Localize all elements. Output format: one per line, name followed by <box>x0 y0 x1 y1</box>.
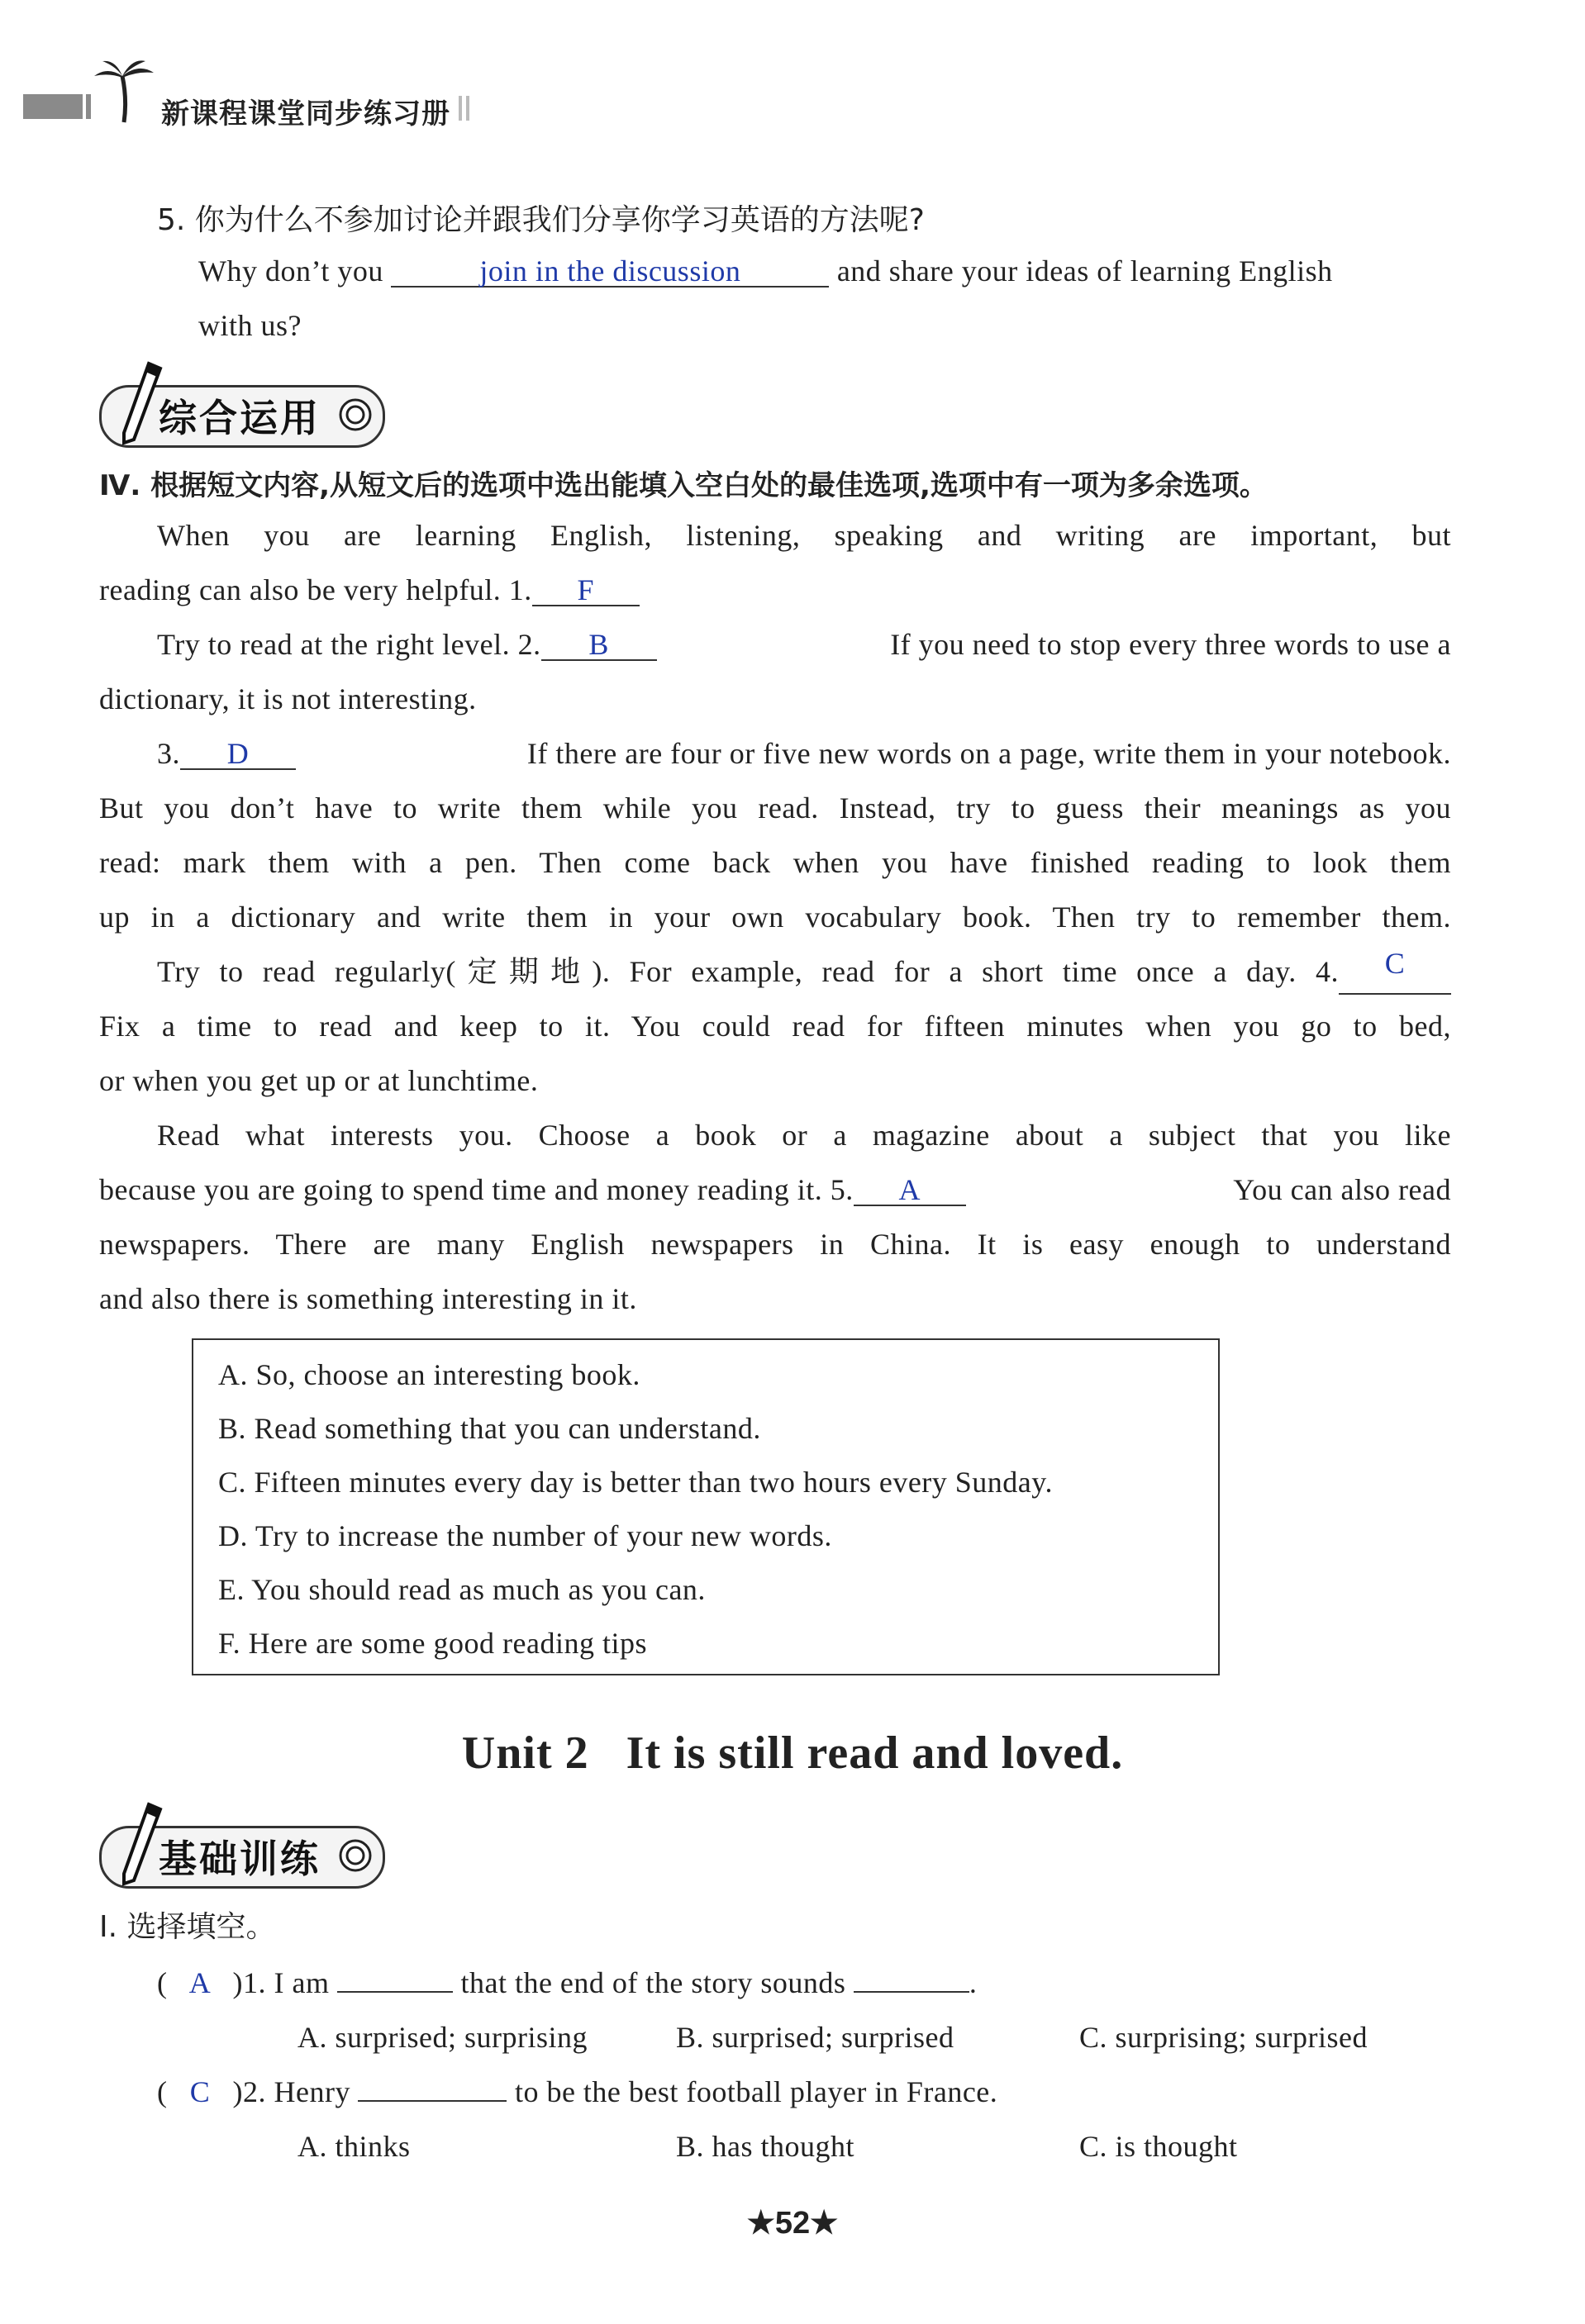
option-f: F. Here are some good reading tips <box>218 1627 647 1660</box>
question-1-blank-b <box>854 1991 969 1993</box>
passage-text-2a: Try to read at the right level. 2. <box>157 628 541 661</box>
question-1 <box>157 1960 977 2006</box>
passage-line: dictionary, it is not interesting. <box>99 682 477 715</box>
question-1-blank-a <box>337 1991 453 1993</box>
question-1-option-a: A. surprised; surprising <box>297 2021 588 2054</box>
q5-chinese: 5. 你为什么不参加讨论并跟我们分享你学习英语的方法呢? <box>157 203 925 237</box>
question-2-option-b: B. has thought <box>676 2130 855 2163</box>
q5-english-line <box>198 248 1451 294</box>
passage-line: read: mark them with a pen. Then come back when you have finished reading to look them <box>99 846 1451 879</box>
passage-text <box>157 621 657 668</box>
header-title: 新课程课堂同步练习册 <box>161 97 450 131</box>
q5-answer: join in the discussion <box>479 254 741 288</box>
passage-line-q1 <box>99 567 1451 613</box>
answer-blank-2 <box>541 630 657 661</box>
section-title-basic: 基础训练 <box>159 1837 321 1881</box>
question-2-mid: to be the best football player in France. <box>514 2075 998 2108</box>
passage-line-q2 <box>157 621 1451 668</box>
passage-line-q4 <box>157 948 1451 995</box>
question-1-answer: A <box>188 1966 212 1999</box>
q5-text-end: with us? <box>198 309 302 342</box>
q5-text-after: and share your ideas of learning English <box>836 254 1333 288</box>
header-separator <box>459 96 462 121</box>
option-d: D. Try to increase the number of your new words. <box>218 1519 832 1552</box>
pencil-icon <box>116 1801 165 1892</box>
answer-4: C <box>1384 947 1406 980</box>
passage-line: and also there is something interesting in it. <box>99 1282 637 1315</box>
target-circle-icon <box>337 1837 374 1874</box>
question-number-3: 3. <box>157 737 180 770</box>
question-2 <box>157 2069 997 2115</box>
option-b: B. Read something that you can understand. <box>218 1412 761 1445</box>
question-1-option-b: B. surprised; surprised <box>676 2021 954 2054</box>
option-a: A. So, choose an interesting book. <box>218 1358 640 1391</box>
passage-text <box>99 1167 966 1213</box>
passage-line: But you don’t have to write them while you read. Instead, try to guess their meanings as you <box>99 791 1451 825</box>
passage-line: When you are learning English, listening, speaking and writing are important, but <box>157 519 1451 552</box>
passage-line: Fix a time to read and keep to it. You could read for fifteen minutes when you go to bed, <box>99 1010 1451 1043</box>
palm-tree-icon <box>91 58 157 124</box>
answer-5: A <box>898 1173 921 1206</box>
answer-2: B <box>588 628 609 661</box>
header-bar <box>23 94 83 119</box>
paren-open: ( <box>157 1966 168 1999</box>
question-1-end: . <box>969 1966 978 1999</box>
answer-blank-4 <box>1339 948 1451 995</box>
passage-line: up in a dictionary and write them in your own vocabulary book. Then try to remember them. <box>99 901 1451 934</box>
part4-instruction: Ⅳ. 根据短文内容,从短文后的选项中选出能填入空白处的最佳选项,选项中有一项为多余选项。 <box>99 469 1268 502</box>
passage-text <box>157 730 296 777</box>
question-1-text: )1. I am <box>232 1966 330 1999</box>
question-2-option-a: A. thinks <box>297 2130 411 2163</box>
passage-text: If you need to stop every three words to use a <box>890 628 1451 661</box>
question-1-option-c: C. surprising; surprised <box>1079 2021 1368 2054</box>
question-1-mid: that the end of the story sounds <box>460 1966 846 1999</box>
answer-1: F <box>577 573 595 606</box>
question-2-answer: C <box>189 2075 211 2108</box>
paren-open: ( <box>157 2075 168 2108</box>
passage-text-5b: because you are going to spend time and money reading it. 5. <box>99 1173 854 1206</box>
unit-title: Unit 2 It is still read and loved. <box>461 1728 1124 1779</box>
answer-blank-5 <box>854 1175 966 1206</box>
passage-line-q3 <box>157 730 1451 777</box>
passage-line: Read what interests you. Choose a book or a magazine about a subject that you like <box>157 1119 1451 1152</box>
passage-text: If there are four or five new words on a page, write them in your notebook. <box>526 737 1451 770</box>
passage-line: newspapers. There are many English newspapers in China. It is easy enough to understand <box>99 1228 1451 1261</box>
header-separator <box>466 96 469 121</box>
answer-blank-3 <box>180 739 296 770</box>
options-box <box>192 1338 1220 1675</box>
passage-text: You can also read <box>1233 1173 1451 1206</box>
option-c: C. Fifteen minutes every day is better than two hours every Sunday. <box>218 1466 1053 1499</box>
answer-3: D <box>226 737 250 770</box>
pencil-icon <box>116 360 165 451</box>
section-title-integrated: 综合运用 <box>159 396 321 440</box>
page-number: ★52★ <box>746 2206 839 2241</box>
passage-text: Try to read regularly(定期地). For example, read for a short time once a day. 4. <box>157 955 1339 988</box>
q5-text-before: Why don’t you <box>198 254 383 288</box>
answer-blank-1 <box>532 575 640 606</box>
question-2-text: )2. Henry <box>232 2075 350 2108</box>
q5-answer-blank <box>391 256 829 288</box>
passage-line: or when you get up or at lunchtime. <box>99 1064 539 1097</box>
question-2-option-c: C. is thought <box>1079 2130 1238 2163</box>
question-2-blank <box>358 2100 507 2102</box>
target-circle-icon <box>337 397 374 433</box>
passage-line-q5 <box>99 1167 1451 1213</box>
part1-instruction: Ⅰ. 选择填空。 <box>99 1910 276 1944</box>
option-e: E. You should read as much as you can. <box>218 1573 706 1606</box>
passage-text: reading can also be very helpful. 1. <box>99 573 532 606</box>
